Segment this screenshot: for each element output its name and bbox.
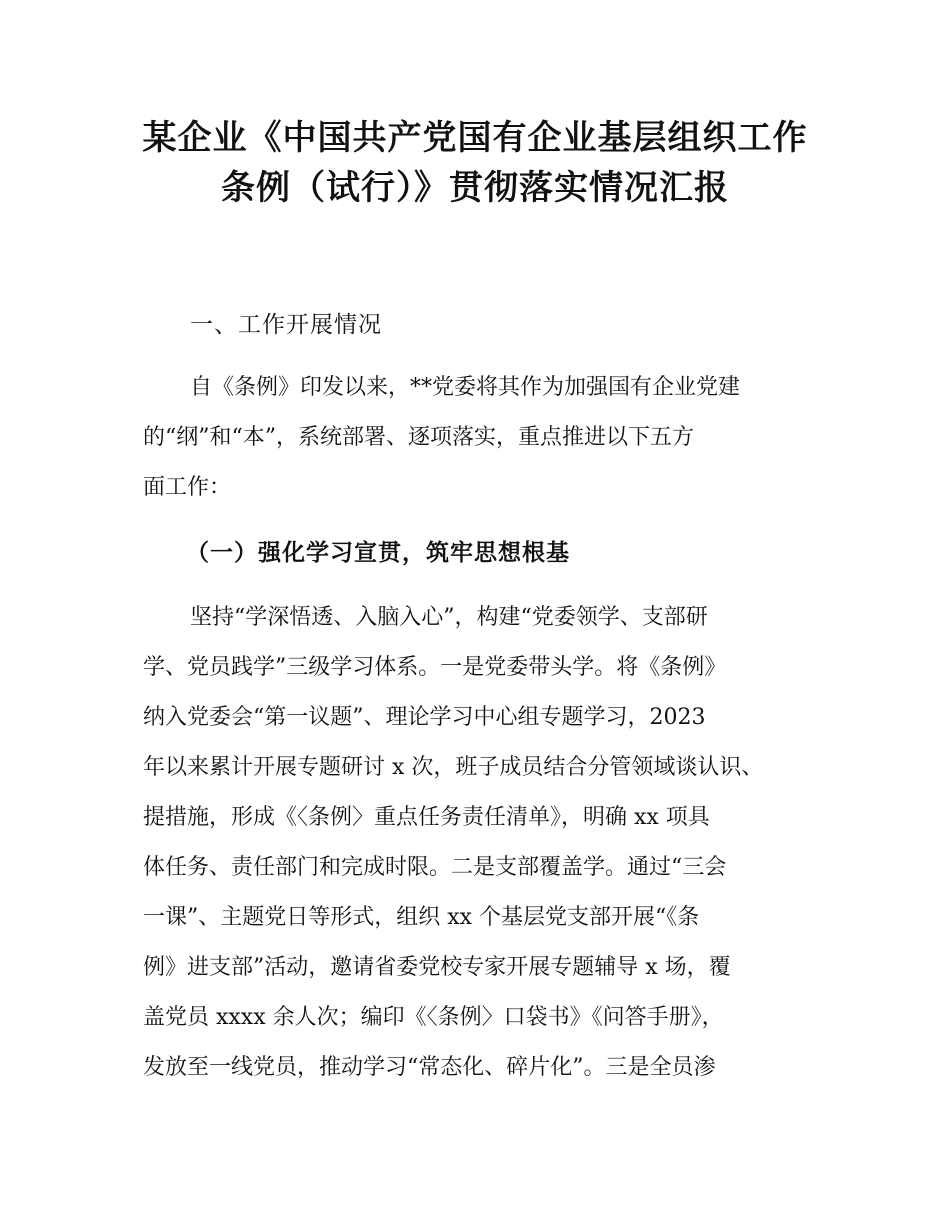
body-paragraph-line: 体任务、责任部门和完成时限。二是支部覆盖学。通过“三会: [143, 855, 727, 880]
body-paragraph-line: 学、党员践学”三级学习体系。一是党委带头学。将《条例》: [143, 655, 727, 680]
document-title-line-1: 某企业《中国共产党国有企业基层组织工作: [142, 118, 808, 158]
subsection-heading-study: （一）强化学习宣贯，筑牢思想根基: [186, 540, 570, 566]
body-paragraph-line: 提措施，形成《〈条例〉重点任务责任清单》，明确 xx 项具: [143, 805, 710, 830]
section-heading-work-status: 一、工作开展情况: [190, 312, 382, 338]
body-paragraph-line: 例》进支部”活动，邀请省委党校专家开展专题辅导 x 场，覆: [143, 955, 731, 980]
body-paragraph-line: 年以来累计开展专题研讨 x 次，班子成员结合分管领域谈认识、: [143, 755, 764, 780]
intro-paragraph-line: 自《条例》印发以来，**党委将其作为加强国有企业党建: [190, 375, 741, 400]
body-paragraph-line: 发放至一线党员，推动学习“常态化、碎片化”。三是全员渗: [143, 1055, 716, 1080]
body-paragraph-line: 纳入党委会“第一议题”、理论学习中心组专题学习，2023: [143, 705, 706, 730]
body-paragraph-line: 一课”、主题党日等形式，组织 xx 个基层党支部开展“《条: [143, 905, 700, 930]
body-paragraph-line: 盖党员 xxxx 余人次；编印《〈条例〉口袋书》《问答手册》，: [143, 1005, 724, 1030]
intro-paragraph-line: 的“纲”和“本”，系统部署、逐项落实，重点推进以下五方: [143, 425, 694, 450]
body-paragraph-line: 坚持“学深悟透、入脑入心”，构建“党委领学、支部研: [190, 605, 708, 630]
intro-paragraph-line: 面工作：: [143, 475, 232, 500]
document-title-line-2: 条例（试行）》贯彻落实情况汇报: [221, 168, 729, 208]
